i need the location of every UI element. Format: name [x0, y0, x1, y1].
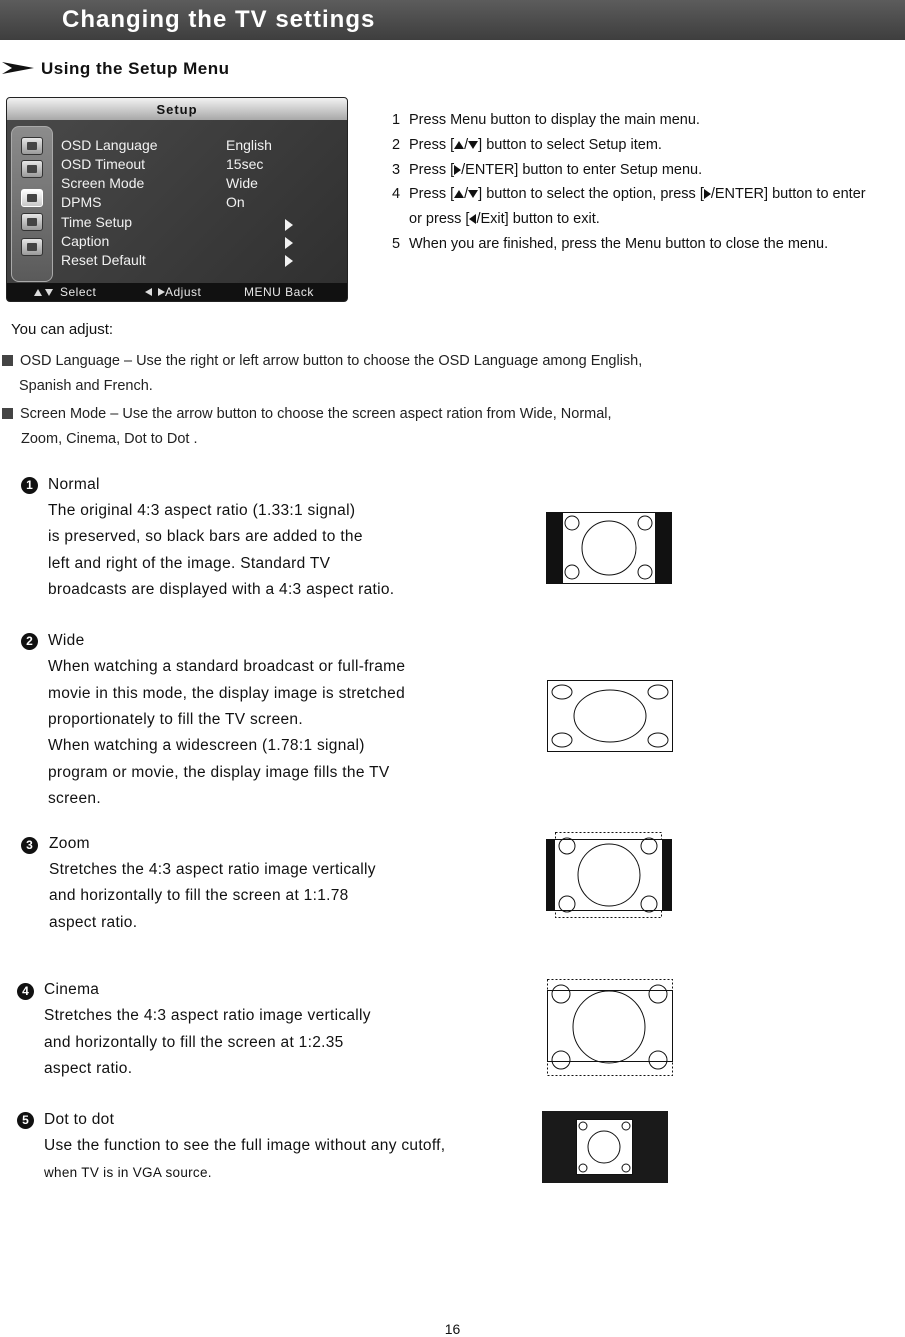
osd-item-value: English	[226, 137, 272, 153]
mode-number-badge: 5	[17, 1112, 34, 1129]
osd-footer	[7, 283, 347, 301]
mode-desc-line: movie in this mode, the display image is stretched	[48, 685, 406, 702]
dot-to-dot-mode-diagram	[542, 1111, 668, 1183]
mode-title-dot-to-dot: Dot to dot	[44, 1111, 115, 1128]
osd-item-value: On	[226, 194, 245, 210]
mode-desc-line: and horizontally to fill the screen at 1:1.78	[49, 887, 349, 904]
step-text: ] button to select the option, press [	[478, 186, 704, 202]
mode-number-badge: 4	[17, 983, 34, 1000]
up-arrow-icon	[454, 141, 464, 149]
mode-desc-line: Use the function to see the full image without any cutoff,	[44, 1137, 446, 1154]
mode-desc-line: screen.	[48, 790, 101, 807]
step-1	[392, 112, 700, 128]
mode-desc-line: broadcasts are displayed with a 4:3 aspect ratio.	[48, 581, 395, 598]
mode-desc-line: When watching a standard broadcast or full-frame	[48, 658, 406, 675]
mode-desc-line: Stretches the 4:3 aspect ratio image vertically	[49, 861, 376, 878]
mode-desc-line: Stretches the 4:3 aspect ratio image vertically	[44, 1007, 371, 1024]
zoom-mode-diagram	[545, 832, 673, 918]
osd-language-desc: OSD Language – Use the right or left arrow button to choose the OSD Language among English,	[20, 353, 643, 369]
osd-item-value: Wide	[226, 175, 258, 191]
cinema-mode-diagram	[546, 979, 674, 1077]
osd-footer-back: MENU Back	[244, 285, 314, 299]
channel-icon	[21, 238, 43, 256]
step-text: ] button to enter Setup menu.	[514, 162, 703, 178]
left-right-arrows-icon	[144, 287, 166, 297]
step-number: 1	[392, 112, 401, 128]
osd-item-value: 15sec	[226, 156, 264, 172]
step-3	[392, 162, 702, 178]
arrow-bullet-icon	[2, 60, 36, 76]
osd-side-icons	[11, 126, 53, 282]
osd-item-label: Caption	[61, 233, 110, 249]
step-text: Press [	[409, 186, 455, 202]
page-number: 16	[444, 1321, 461, 1337]
up-down-arrows-icon	[32, 287, 56, 297]
setup-icon	[21, 189, 43, 207]
osd-item-label: Screen Mode	[61, 175, 145, 191]
mode-number-badge: 1	[21, 477, 38, 494]
setup-menu-osd	[6, 97, 348, 302]
mode-desc-line: aspect ratio.	[44, 1060, 133, 1077]
section-title: Using the Setup Menu	[41, 59, 230, 78]
down-arrow-icon	[468, 190, 478, 198]
mode-title-normal: Normal	[48, 476, 100, 493]
step-5	[392, 236, 828, 252]
lock-icon	[21, 213, 43, 231]
mode-number-badge: 2	[21, 633, 38, 650]
step-number: 2	[392, 137, 401, 153]
osd-item-label: Time Setup	[61, 214, 133, 230]
step-text: Press [	[409, 137, 455, 153]
page-title: Changing the TV settings	[62, 6, 376, 33]
mode-desc-line: The original 4:3 aspect ratio (1.33:1 signal)	[48, 502, 356, 519]
osd-item-label: OSD Timeout	[61, 156, 146, 172]
osd-title-bar	[7, 98, 347, 120]
mode-desc-line: proportionately to fill the TV screen.	[48, 711, 303, 728]
submenu-arrow-icon	[285, 219, 293, 231]
step-number: 4	[392, 186, 401, 202]
step-text: /Exit] button to exit.	[476, 211, 600, 227]
picture-icon	[21, 137, 43, 155]
square-bullet-icon	[2, 408, 13, 419]
mode-title-wide: Wide	[48, 632, 85, 649]
mode-desc-line: and horizontally to fill the screen at 1:2.35	[44, 1034, 344, 1051]
osd-item-label: Reset Default	[61, 252, 146, 268]
down-arrow-icon	[468, 141, 478, 149]
submenu-arrow-icon	[285, 237, 293, 249]
step-2: 2 Press [ / ] button to select Setup item.	[392, 137, 662, 153]
osd-item-label: DPMS	[61, 194, 102, 210]
normal-mode-diagram	[546, 512, 672, 584]
mode-number-badge: 3	[21, 837, 38, 854]
step-text: ] button to enter	[764, 186, 866, 202]
mode-desc-line: program or movie, the display image fills the TV	[48, 764, 390, 781]
step-4: 4 Press [ / ] button to select the option, press [ /ENTER] button to enter	[392, 186, 866, 202]
square-bullet-icon	[2, 355, 13, 366]
mode-title-cinema: Cinema	[44, 981, 100, 998]
mode-desc-line: is preserved, so black bars are added to the	[48, 528, 363, 545]
submenu-arrow-icon	[285, 255, 293, 267]
step-text: /ENTER	[710, 186, 765, 202]
step-text: Press [	[409, 162, 455, 178]
right-arrow-icon	[704, 189, 711, 199]
step-number: 3	[392, 162, 401, 178]
step-text: or press [	[409, 211, 470, 227]
screen-mode-desc-cont: Zoom, Cinema, Dot to Dot .	[21, 431, 198, 447]
screen-mode-desc: Screen Mode – Use the arrow button to choose the screen aspect ration from Wide, Normal,	[20, 406, 612, 422]
osd-title: Setup	[156, 102, 198, 117]
mode-desc-line: left and right of the image. Standard TV	[48, 555, 331, 572]
mode-desc-line: when TV is in VGA source.	[44, 1165, 212, 1180]
wide-mode-diagram	[547, 680, 673, 752]
step-text: Press Menu button to display the main menu.	[409, 112, 700, 128]
step-text: /ENTER	[461, 162, 515, 178]
step-number: 5	[392, 236, 401, 252]
step-text: When you are finished, press the Menu button to close the menu.	[409, 236, 829, 252]
adjust-intro: You can adjust:	[11, 321, 114, 338]
step-text: ] button to select Setup item.	[478, 137, 662, 153]
osd-item-label: OSD Language	[61, 137, 158, 153]
osd-footer-select: Select	[60, 285, 97, 299]
sound-icon	[21, 160, 43, 178]
step-4-continued	[409, 211, 600, 227]
mode-title-zoom: Zoom	[49, 835, 90, 852]
osd-footer-adjust: Adjust	[165, 285, 202, 299]
mode-desc-line: aspect ratio.	[49, 914, 138, 931]
mode-desc-line: When watching a widescreen (1.78:1 signal)	[48, 737, 365, 754]
up-arrow-icon	[454, 190, 464, 198]
osd-language-desc-cont: Spanish and French.	[19, 378, 153, 394]
